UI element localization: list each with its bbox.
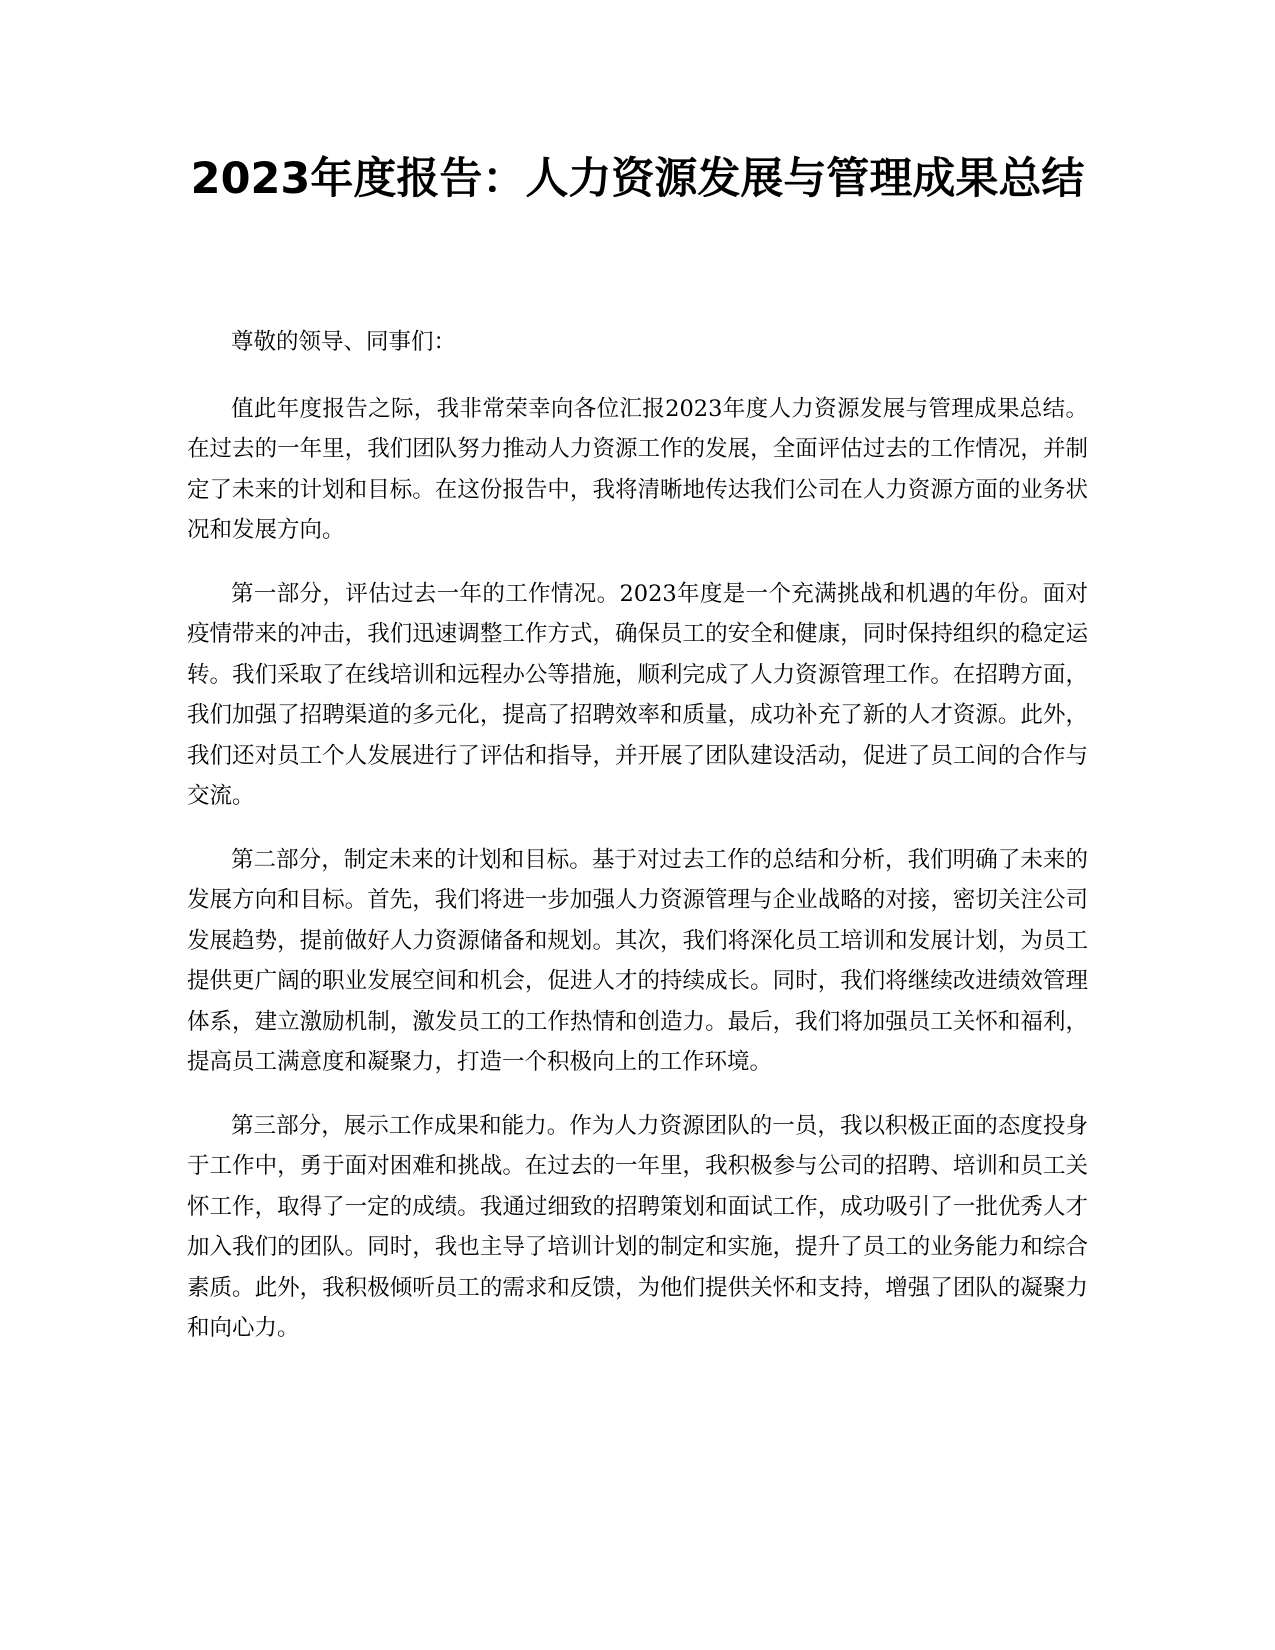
body-paragraph-part-three: 第三部分，展示工作成果和能力。作为人力资源团队的一员，我以积极正面的态度投身于工作中，勇于面对困难和挑战。在过去的一年里，我积极参与公司的招聘、培训和员工关怀工作，取得了一定的成绩。我通过细致的招聘策划和面试工作，成功吸引了一批优秀人才加入我们的团队。同时，我也主导了培训计划的制定和实施，提升了员工的业务能力和综合素质。此外，我积极倾听员工的需求和反馈，为他们提供关怀和支持，增强了团队的凝聚力和向心力。 <box>187 1112 1088 1341</box>
document-body <box>187 322 1088 1372</box>
document-title: 2023年度报告：人力资源发展与管理成果总结 <box>190 154 1085 204</box>
body-paragraph-part-one: 第一部分，评估过去一年的工作情况。2023年度是一个充满挑战和机遇的年份。面对疫情带来的冲击，我们迅速调整工作方式，确保员工的安全和健康，同时保持组织的稳定运转。我们采取了在线培训和远程办公等措施，顺利完成了人力资源管理工作。在招聘方面，我们加强了招聘渠道的多元化，提高了招聘效率和质量，成功补充了新的人才资源。此外，我们还对员工个人发展进行了评估和指导，并开展了团队建设活动，促进了员工间的合作与交流。 <box>187 580 1088 809</box>
body-paragraph-part-two: 第二部分，制定未来的计划和目标。基于对过去工作的总结和分析，我们明确了未来的发展方向和目标。首先，我们将进一步加强人力资源管理与企业战略的对接，密切关注公司发展趋势，提前做好人力资源储备和规划。其次，我们将深化员工培训和发展计划，为员工提供更广阔的职业发展空间和机会，促进人才的持续成长。同时，我们将继续改进绩效管理体系，建立激励机制，激发员工的工作热情和创造力。最后，我们将加强员工关怀和福利，提高员工满意度和凝聚力，打造一个积极向上的工作环境。 <box>187 846 1088 1075</box>
greeting-paragraph: 尊敬的领导、同事们： <box>231 329 457 355</box>
body-paragraph-intro: 值此年度报告之际，我非常荣幸向各位汇报2023年度人力资源发展与管理成果总结。在过去的一年里，我们团队努力推动人力资源工作的发展，全面评估过去的工作情况，并制定了未来的计划和目标。在这份报告中，我将清晰地传达我们公司在人力资源方面的业务状况和发展方向。 <box>187 395 1088 543</box>
